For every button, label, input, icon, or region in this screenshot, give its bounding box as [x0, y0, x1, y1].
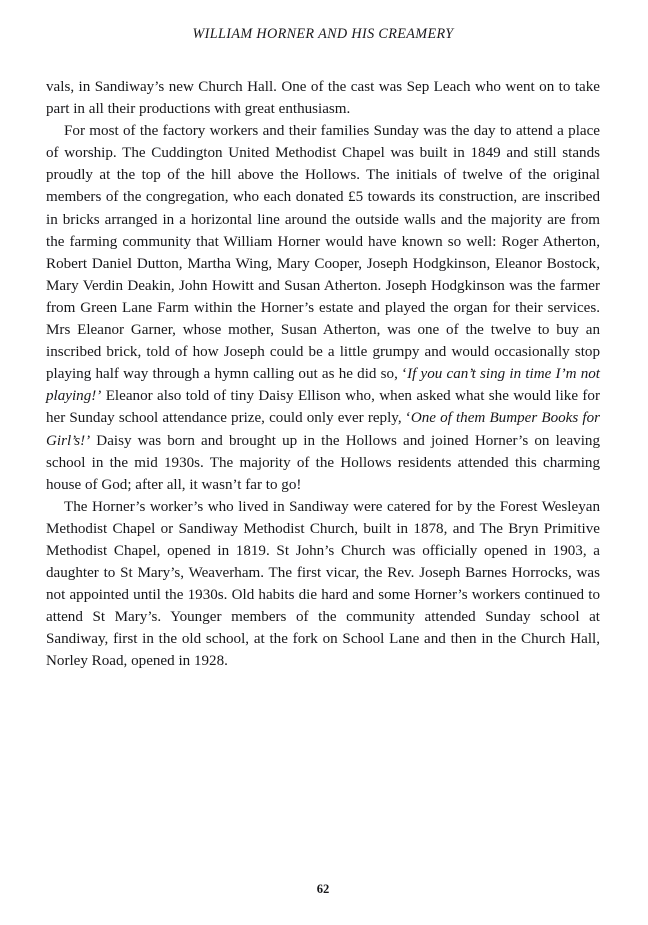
text-run: Daisy was born and brought up in the Hollows and joined Horner’s on leaving school in the mid 1930s. The majority of the Hollows residents attended this charming house of God; after all, it wasn’t far to go!	[46, 432, 600, 493]
text-run: The Horner’s worker’s who lived in Sandiway were catered for by the Forest Wesleyan Methodist Chapel or Sandiway Methodist Church, built in 1878, and The Bryn Primitive Methodist Chapel, opened in 1819. St John’s Church was officially opened in 1903, a daughter to St Mary’s, Weaverham. The first vicar, the Rev. Joseph Barnes Horrocks, was not appointed until the 1930s. Old habits die hard and some Horner’s workers continued to attend St Mary’s. Younger members of the community attended Sunday school at Sandiway, first in the old school, at the fork on School Lane and then in the Church Hall, Norley Road, opened in 1928.	[46, 498, 600, 670]
text-run: Eleanor also told of tiny Daisy Ellison who, when asked what she would like for her Sunday school attendance prize, could only ever reply, ‘	[46, 388, 600, 427]
para-chapel-and-bricks	[46, 120, 600, 496]
body-text-block	[46, 76, 600, 673]
running-head: WILLIAM HORNER AND HIS CREAMERY	[192, 26, 454, 42]
text-run: For most of the factory workers and their families Sunday was the day to attend a place of worship. The Cuddington United Methodist Chapel was built in 1849 and still stands proudly at the top of the hill above the Hollows. The initials of twelve of the original members of the congregation, who each donated £5 towards its construction, are inscribed in bricks arranged in a horizontal line around the outside walls and the majority are from the farming community that William Horner would have known so well: Roger Atherton, Robert Daniel Dutton, Martha Wing, Mary Cooper, Joseph Hodgkinson, Eleanor Bostock, Mary Verdin Deakin, John Howitt and Susan Atherton. Joseph Hodgkinson was the farmer from Green Lane Farm within the Horner’s estate and played the organ for their services. Mrs Eleanor Garner, whose mother, Susan Atherton, was one of the twelve to buy an inscribed brick, told of how Joseph could be a little grumpy and would occasionally stop playing half way through a hymn calling out as he did so, ‘	[46, 123, 600, 383]
para-continued-drama	[46, 76, 600, 120]
quoted-speech: If you can’t sing in time I’m not playing!’	[46, 366, 600, 405]
page-number: 62	[316, 882, 330, 896]
quoted-speech: One of them Bumper Books for Girl’s!’	[46, 410, 600, 449]
text-run: vals, in Sandiway’s new Church Hall. One of the cast was Sep Leach who went on to take part in all their productions with great enthusiasm.	[46, 79, 600, 118]
para-sandiway-chapels	[46, 496, 600, 673]
